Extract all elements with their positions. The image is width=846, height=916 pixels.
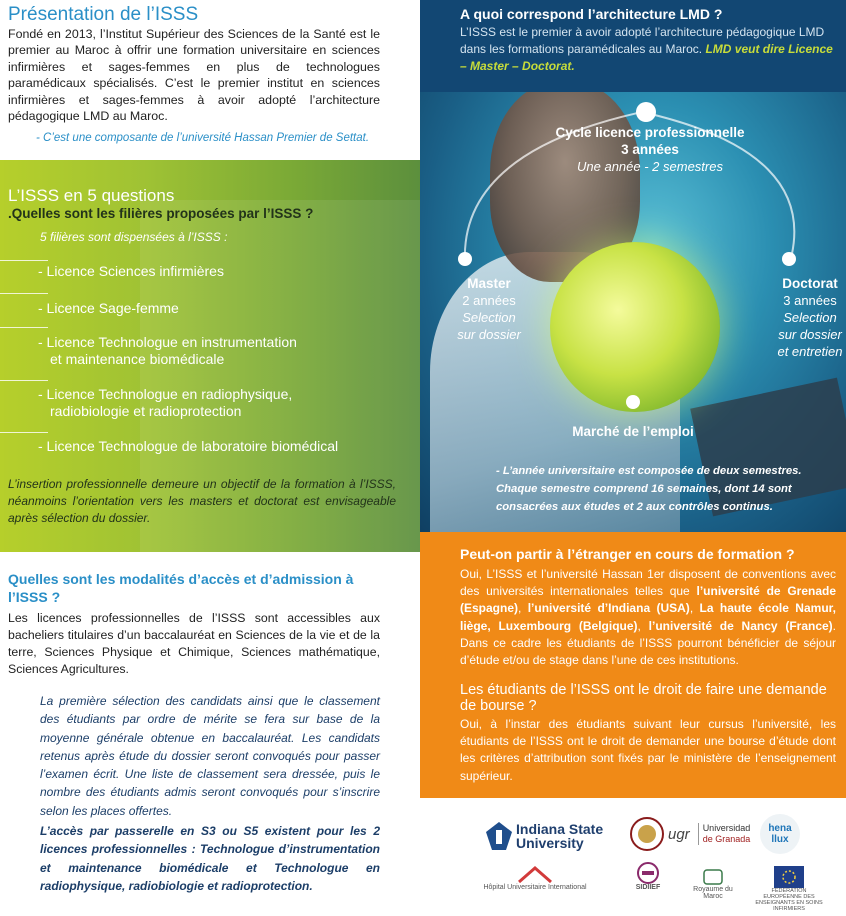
question-filieres: .Quelles sont les filières proposées par l’ISSS ?: [8, 206, 314, 221]
cycle-dot: [626, 395, 640, 409]
partner-logos: [420, 798, 846, 916]
crest-icon: [702, 868, 724, 886]
divider: [0, 260, 48, 261]
master-years: 2 années: [462, 293, 516, 308]
divider: [0, 293, 48, 294]
questions-title: L’ISSS en 5 questions: [8, 186, 175, 205]
filiere-item-cont: et maintenance biomédicale: [50, 351, 225, 367]
royaume-logo: [688, 868, 738, 900]
acces-body: Les licences professionnelles de l’ISSS sont accessibles aux bacheliers titulaires d’un baccalauréat en Sciences de la vie et de la terre, Sciences Physique et Chimique, Sciences mathématique, Sciences Agricultures.: [8, 611, 380, 676]
henallux-text: llux: [771, 834, 789, 845]
divider: [0, 327, 48, 328]
hopital-logo: [480, 866, 590, 891]
international-title: Peut-on partir à l’étranger en cours de formation ?: [460, 546, 795, 562]
filiere-item: - Licence Technologue en radiophysique,: [38, 386, 293, 402]
sidiief-mark-icon: [636, 862, 660, 884]
international-section: [420, 532, 846, 798]
filiere-item: - Licence Sciences infirmières: [38, 263, 224, 279]
lmd-body: [460, 24, 835, 75]
emploi-label: [570, 423, 696, 440]
presentation-body: Fondé en 2013, l’Institut Supérieur des Sciences de la Santé est le premier au Maroc à offrir une formation universitaire en sciences infirmières et sages-femmes en plus de technologues paramédicaux spécialisés. C’est le premier institut en sciences infirmières et sages-femmes à avoir adopté l’architecture pédagogique LMD au Maroc.: [8, 27, 380, 124]
master-title: Master: [467, 276, 511, 291]
indiana-text: Indiana State: [516, 821, 604, 837]
presentation-section: [0, 0, 420, 160]
filiere-item-cont: radiobiologie et radioprotection: [50, 403, 242, 419]
bourse-body: Oui, à l’instar des étudiants suivant leur cursus l’université, les étudiants de l’ISSS ont le droit de demander une bourse d’étude dont les critères d’attribution sont fixés par le ministère de l’enseignement supérieur.: [460, 717, 836, 783]
lmd-cycle-visual: [420, 92, 846, 532]
cycle-dot: [458, 252, 472, 266]
presentation-note: - C’est une composante de l’université Hassan Premier de Settat.: [36, 132, 370, 144]
divider: [0, 432, 48, 433]
henallux-text: hena: [768, 823, 792, 834]
sidiief-logo: [626, 862, 670, 891]
international-text: Oui, L’ISSS et l’université Hassan 1er disposent de conventions avec des universités internationales telles que: [460, 567, 836, 599]
royaume-text: Royaume du Maroc: [693, 886, 733, 900]
filiere-item: - Licence Technologue de laboratoire biomédical: [38, 438, 339, 454]
licence-label: [530, 124, 770, 175]
fine-text: FÉDÉRATION EUROPÉENNE DES ENSEIGNANTS EN SOINS INFIRMIERS: [755, 888, 823, 912]
doctorat-label: [765, 275, 846, 360]
partner-namur: La haute école Namur, liège, Luxembourg (Belgique): [460, 601, 836, 633]
filieres-intro: 5 filières sont dispensées à l’ISSS :: [40, 230, 228, 244]
hopital-mark-icon: [517, 866, 553, 884]
licence-title: Cycle licence professionnelle: [555, 125, 745, 140]
partner-indiana: l’université d’Indiana (USA): [527, 601, 690, 616]
separator: ,: [637, 618, 649, 633]
filiere-item: - Licence Sage-femme: [38, 300, 179, 316]
doctorat-sub: Selection: [783, 310, 837, 325]
licence-years: 3 années: [621, 142, 679, 157]
indiana-mark-icon: [486, 822, 512, 850]
master-sub: Selection: [462, 310, 516, 325]
questions-section: [0, 160, 420, 552]
doctorat-sub: sur dossier: [778, 327, 842, 342]
granada-logo: [630, 816, 750, 852]
lmd-title: A quoi correspond l’architecture LMD ?: [460, 6, 723, 22]
lmd-section: [420, 0, 846, 92]
passerelle-text: L’accès par passerelle en S3 ou S5 existent pour les 2 licences professionnelles : Technologue d’instrumentation et maintenance biomédicale et Technologue en radiophysique, radiobiologie et radioprotection.: [40, 824, 380, 893]
presentation-title: Présentation de l’ISSS: [8, 4, 199, 25]
cycle-dot: [782, 252, 796, 266]
indiana-wordmark: [516, 822, 603, 850]
granada-text: Universidad: [702, 823, 751, 833]
partner-nancy: l’université de Nancy (France): [648, 618, 833, 633]
granada-seal-icon: [630, 816, 664, 852]
annee-note: - L’année universitaire est composée de deux semestres. Chaque semestre comprend 16 semaines, dont 14 sont consacrées aux études et 2 aux contrôles continus.: [496, 465, 802, 513]
master-label: [444, 275, 534, 343]
indiana-text: University: [516, 835, 584, 851]
cycle-dot: [636, 102, 656, 122]
partner-grenade: l’université de Grenade (Espagne): [460, 584, 837, 616]
emploi-title: Marché de l’emploi: [572, 424, 694, 439]
international-text: . Dans ce cadre les étudiants de l’ISSS pourront bénéficier de séjour d’étude et/ou de stage dans l’une de ces institutions.: [460, 618, 837, 668]
doctorat-sub: et entretien: [777, 344, 843, 359]
granada-text: de Granada: [702, 834, 751, 844]
doctorat-years: 3 années: [783, 293, 837, 308]
master-sub: sur dossier: [457, 327, 521, 342]
hopital-text: Hôpital Universitaire International: [483, 884, 587, 891]
lmd-body-text: L’ISSS est le premier à avoir adopté l’architecture pédagogique LMD dans les formations paramédicales au Maroc.: [460, 25, 825, 56]
insertion-text: L’insertion professionnelle demeure un objectif de la formation à l’ISSS, néanmoins l’orientation vers les masters et doctorat est envisageable après sélection du dossier.: [8, 477, 396, 525]
divider: [0, 380, 48, 381]
eu-flag-icon: [774, 866, 804, 888]
lmd-highlight: LMD veut dire Licence – Master – Doctorat.: [460, 42, 833, 73]
indiana-logo: [486, 822, 603, 850]
selection-text: La première sélection des candidats ainsi que le classement des étudiants par ordre de mérite se fera sur base de la moyenne générale obtenue en baccalauréat. Les candidats retenus après étude du dossier seront convoqués pour passer l’examen écrit. Une liste de classement sera dressée, puis le nombre des étudiants admis seront convoqués pour s’inscrire selon les places offertes.: [40, 694, 380, 818]
sidiief-text: SIDIIEF: [635, 884, 661, 891]
doctorat-title: Doctorat: [782, 276, 838, 291]
separator: ,: [518, 601, 528, 616]
acces-title: Quelles sont les modalités d’accès et d’admission à l’ISSS ?: [8, 571, 354, 605]
licence-sub: Une année - 2 semestres: [577, 159, 723, 174]
granada-wordmark: [698, 823, 751, 845]
ugr-text: ugr: [668, 825, 690, 843]
fine-logo: [752, 866, 826, 912]
separator: ,: [689, 601, 700, 616]
bourse-title: Les étudiants de l’ISSS ont le droit de faire une demande de bourse ?: [460, 682, 827, 714]
acces-section: [0, 552, 420, 916]
henallux-logo: [760, 814, 800, 854]
international-body: [460, 566, 836, 669]
filiere-item: - Licence Technologue en instrumentation: [38, 334, 297, 350]
